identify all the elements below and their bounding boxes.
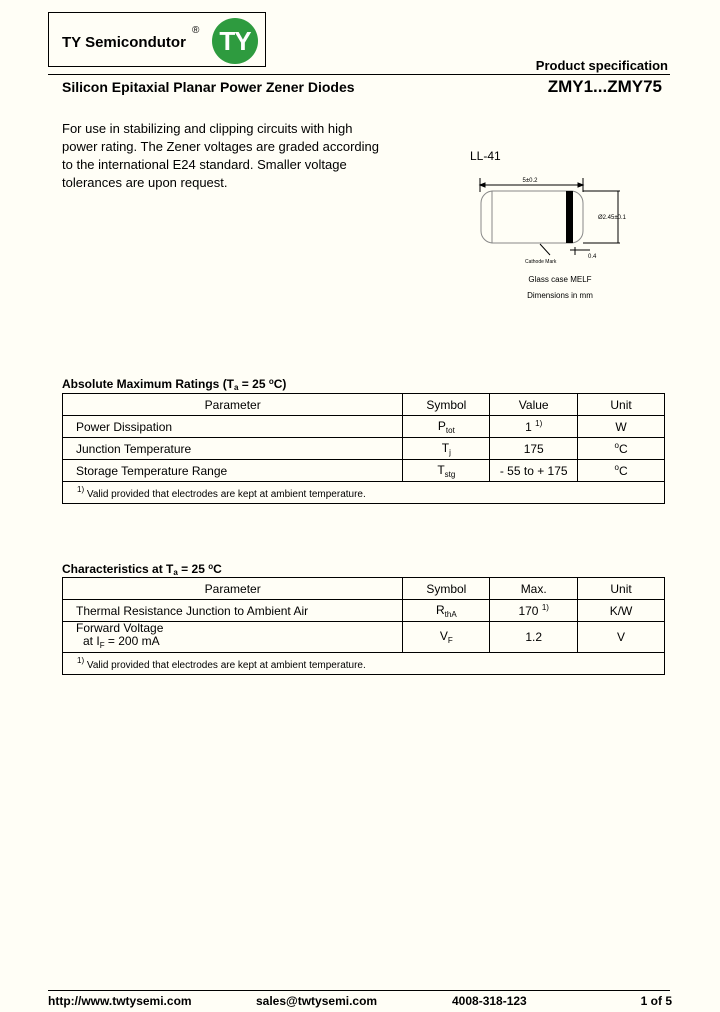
header-unit: Unit [578, 578, 665, 600]
row-symbol: $V_F$ [403, 622, 490, 653]
footnote-row [63, 653, 665, 675]
package-name: LL-41 [470, 149, 501, 163]
row-parameter: Power Dissipation [63, 416, 403, 438]
header-unit: Unit [578, 394, 665, 416]
footnote: $^{1)}$ Valid provided that electrodes are kept at ambient temperature. [63, 653, 665, 675]
row-parameter: Forward Voltage at $I_F = 200$ mA [63, 622, 403, 653]
abs-max-table [62, 393, 665, 504]
header-max: Max. [490, 578, 578, 600]
characteristics-title: Characteristics at $T_a = 25$ $^o$C [62, 562, 222, 577]
row-parameter: Thermal Resistance Junction to Ambient Air [63, 600, 403, 622]
table-row [63, 600, 665, 622]
package-caption [500, 272, 620, 304]
row-symbol: $T_{stg}$ [403, 460, 490, 482]
row-unit: W [578, 416, 665, 438]
table-row [63, 460, 665, 482]
table-row [63, 438, 665, 460]
row-value: 1 $^{1)}$ [490, 416, 578, 438]
header-symbol: Symbol [403, 578, 490, 600]
table-header-row [63, 394, 665, 416]
header-parameter: Parameter [63, 394, 403, 416]
row-parameter: Storage Temperature Range [63, 460, 403, 482]
footer-website-link[interactable]: http://www.twtysemi.com [48, 994, 192, 1008]
company-name: TY Semicondutor [62, 34, 186, 51]
footer-rule [48, 990, 670, 991]
document-title: Silicon Epitaxial Planar Power Zener Diodes [62, 79, 355, 95]
diameter-dimension: Ø2.45±0.1 [598, 215, 626, 221]
product-specification-label: Product specification [535, 58, 668, 73]
footnote: $^{1)}$ Valid provided that electrodes are kept at ambient temperature. [63, 482, 665, 504]
package-caption-units: Dimensions in mm [527, 291, 593, 300]
table-row [63, 622, 665, 653]
row-value: 170 $^{1)}$ [490, 600, 578, 622]
row-unit: $^o$C [578, 460, 665, 482]
characteristics-table [62, 577, 665, 675]
part-range: ZMY1...ZMY75 [547, 77, 662, 96]
row-unit: V [578, 622, 665, 653]
table-header-row [63, 578, 665, 600]
package-outline-drawing [470, 170, 640, 270]
length-dimension: 5±0.2 [522, 178, 538, 184]
row-symbol: $R_{thA}$ [403, 600, 490, 622]
footer-phone: 4008-318-123 [452, 994, 527, 1008]
header-value: Value [490, 394, 578, 416]
ty-logo-icon: TY [212, 18, 258, 64]
footnote-row [63, 482, 665, 504]
row-value: 175 [490, 438, 578, 460]
package-caption-case: Glass case MELF [528, 275, 592, 284]
row-unit: K/W [578, 600, 665, 622]
cathode-mark-label: Cathode Mark [525, 259, 557, 265]
footer-email-link[interactable]: sales@twtysemi.com [256, 994, 378, 1008]
registered-mark: ® [192, 25, 200, 36]
row-symbol: $T_j$ [403, 438, 490, 460]
table-row [63, 416, 665, 438]
row-parameter: Junction Temperature [63, 438, 403, 460]
header-rule [48, 74, 670, 75]
row-value: - 55 to + 175 [490, 460, 578, 482]
row-value: 1.2 [490, 622, 578, 653]
description: For use in stabilizing and clipping circuits with high power rating. The Zener voltages are graded according to the international E24 standard. Smaller voltage tolerances are upon request. [62, 121, 380, 190]
header-symbol: Symbol [403, 394, 490, 416]
row-unit: $^o$C [578, 438, 665, 460]
band-dimension: 0.4 [588, 254, 597, 260]
header-parameter: Parameter [63, 578, 403, 600]
footer-page-number: 1 of 5 [640, 994, 672, 1008]
cathode-band [566, 191, 573, 243]
abs-max-title: Absolute Maximum Ratings ($T_a = 25$ $^o$C) [62, 377, 287, 392]
row-symbol: $P_{tot}$ [403, 416, 490, 438]
